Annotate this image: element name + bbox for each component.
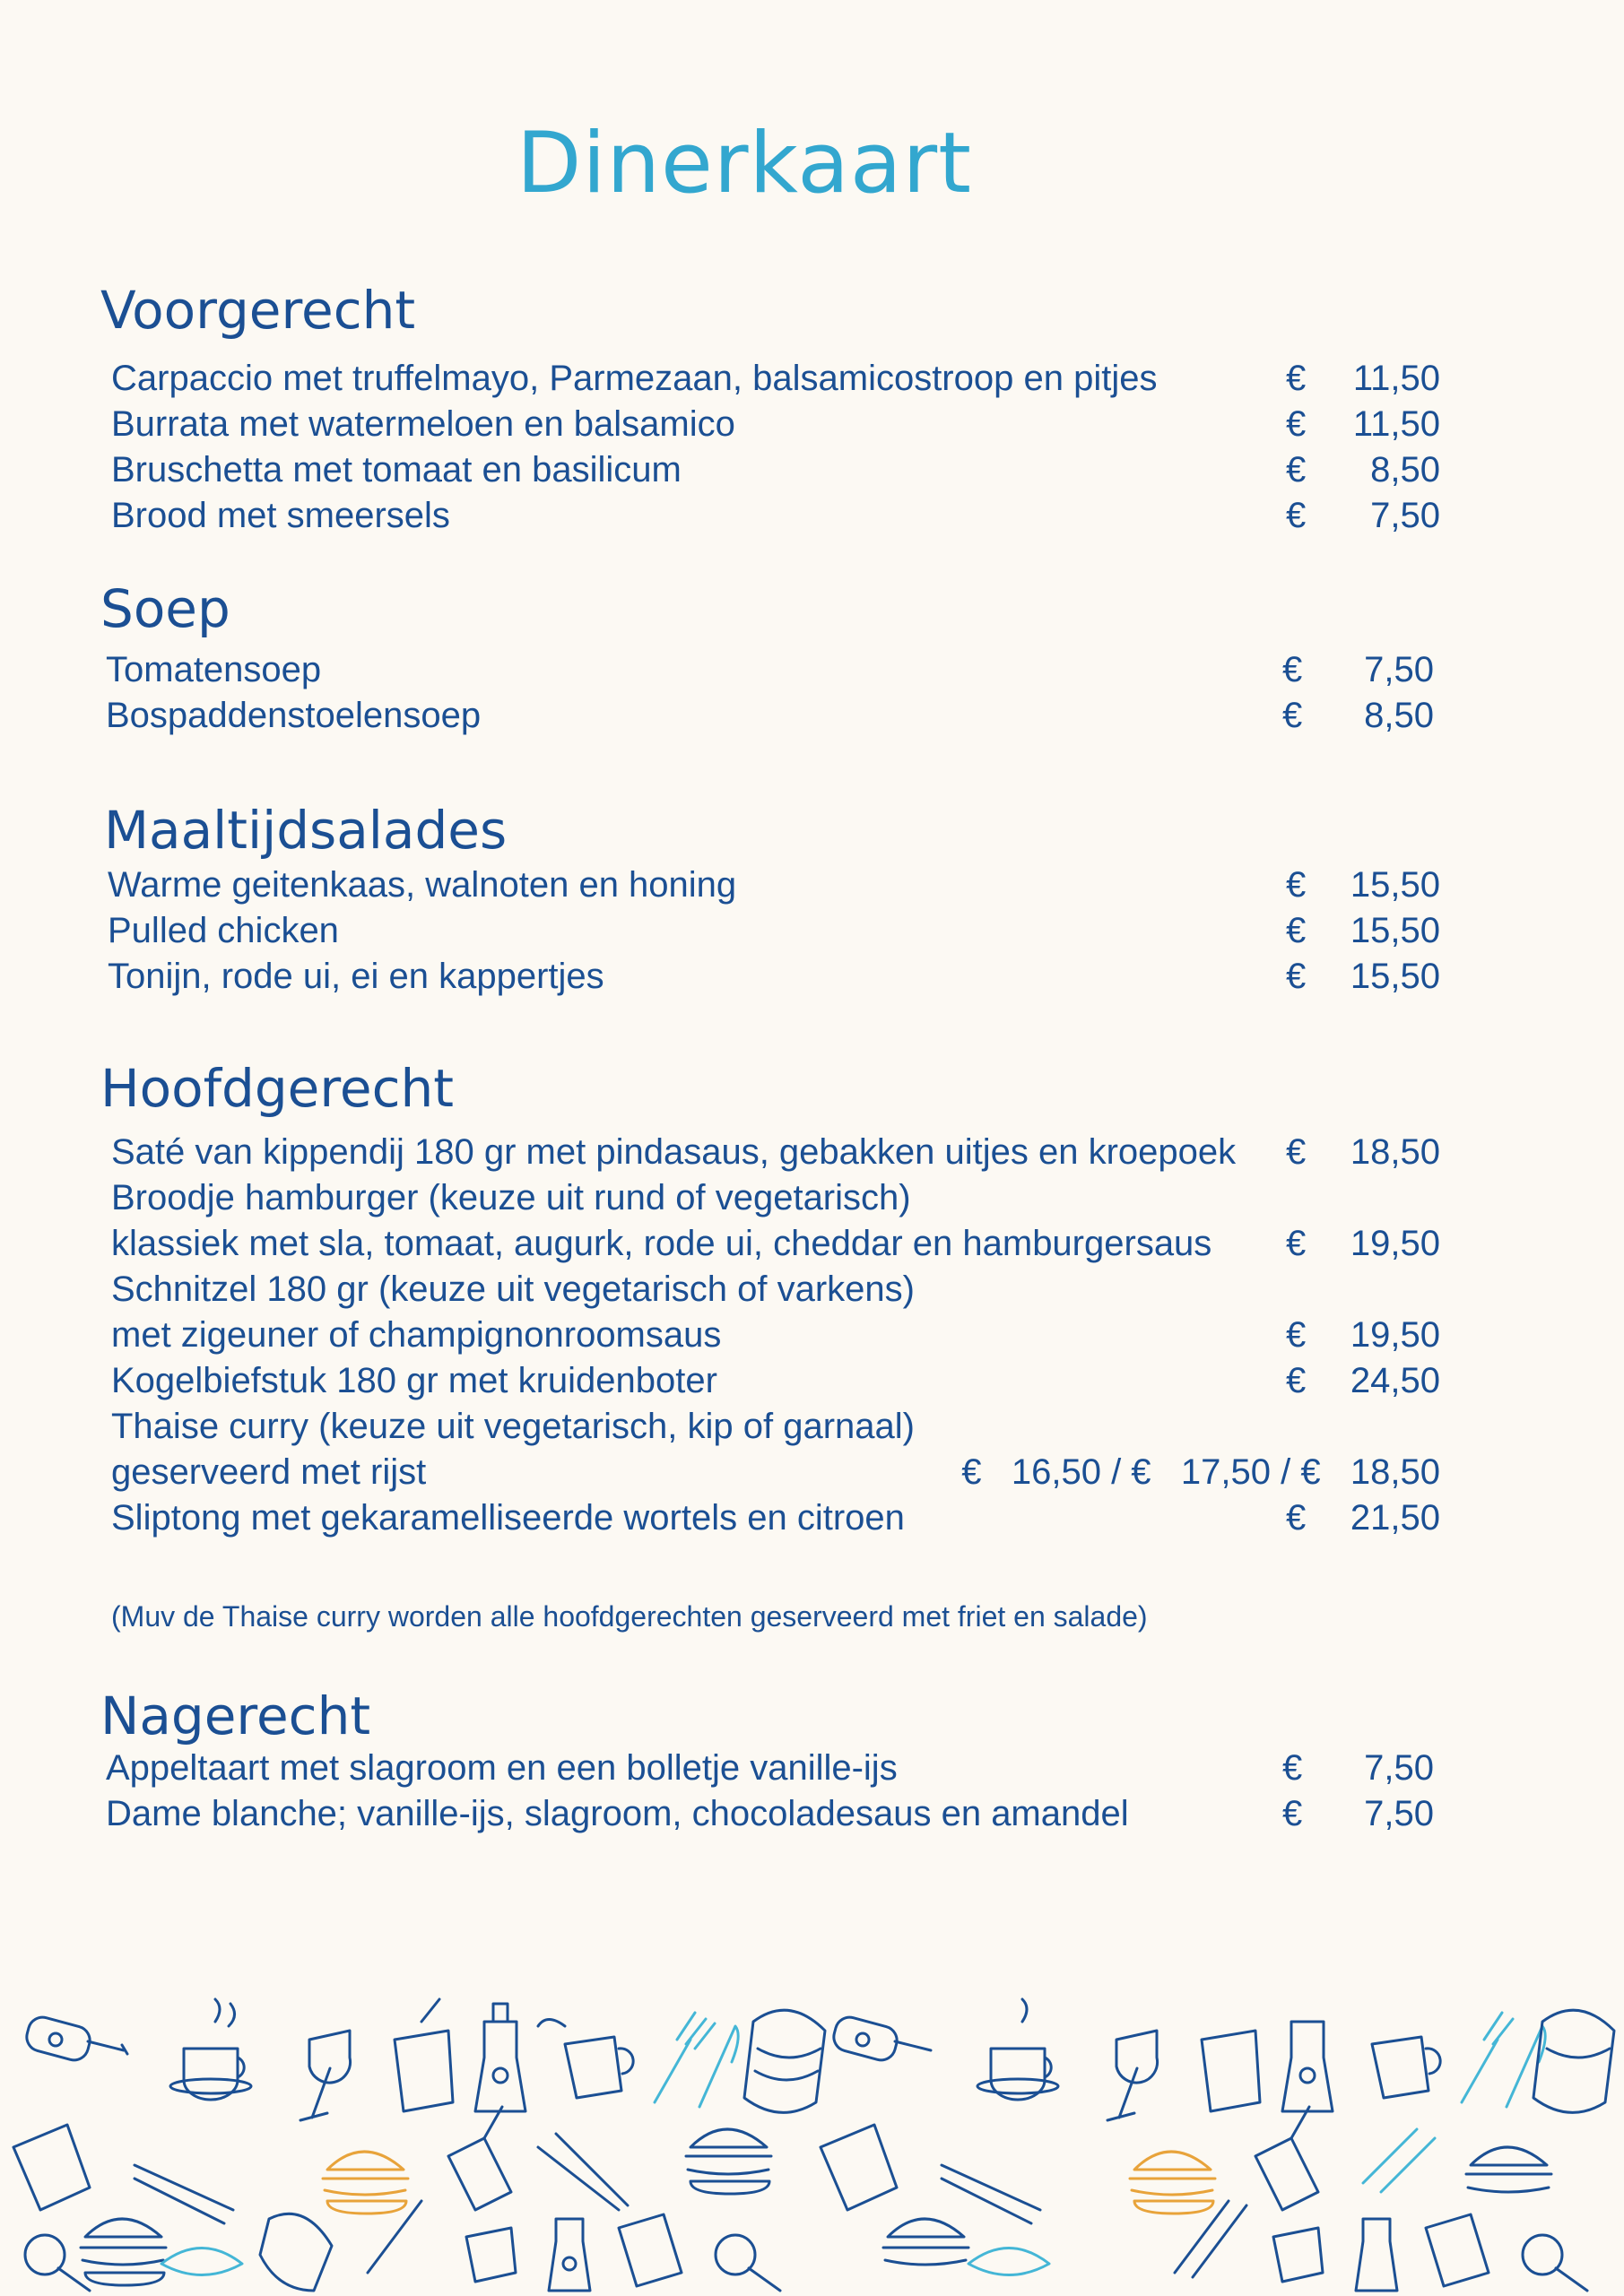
item-name: Bruschetta met tomaat en basilicum bbox=[111, 450, 682, 490]
item-name: klassiek met sla, tomaat, augurk, rode ui, cheddar en hamburgersaus bbox=[111, 1224, 1212, 1263]
currency-symbol: € bbox=[1286, 1132, 1307, 1172]
burger-icon bbox=[883, 2219, 968, 2265]
menu-item bbox=[0, 1178, 1624, 1223]
fork-knife-icon bbox=[942, 2165, 1040, 2223]
item-price: 15,50 bbox=[1350, 911, 1440, 950]
burger-icon bbox=[81, 2219, 166, 2285]
food-doodle-border bbox=[0, 1986, 1624, 2296]
burger-icon bbox=[1466, 2147, 1551, 2192]
wine-glass-icon bbox=[716, 2235, 780, 2291]
currency-symbol: € bbox=[1282, 696, 1303, 735]
item-price: 15,50 bbox=[1350, 865, 1440, 905]
sandwich-icon bbox=[968, 2248, 1049, 2275]
bottle-icon bbox=[549, 2219, 590, 2291]
item-name: Warme geitenkaas, walnoten en honing bbox=[108, 865, 737, 905]
item-price: 11,50 bbox=[1352, 359, 1440, 398]
item-name: Pulled chicken bbox=[108, 911, 339, 950]
item-name: Appeltaart met slagroom en een bolletje vanille-ijs bbox=[106, 1748, 898, 1788]
item-name: Saté van kippendij 180 gr met pindasaus, gebakken uitjes en kroepoek bbox=[111, 1132, 1237, 1172]
item-name: Schnitzel 180 gr (keuze uit vegetarisch of varkens) bbox=[111, 1269, 915, 1309]
currency-symbol: € bbox=[1286, 1315, 1307, 1355]
menu-item bbox=[0, 1361, 1624, 1406]
currency-symbol: € bbox=[1282, 650, 1303, 689]
bottle-icon bbox=[23, 2014, 127, 2064]
item-price: 24,50 bbox=[1350, 1361, 1440, 1400]
glass-icon bbox=[395, 1999, 453, 2111]
fork-knife-icon bbox=[135, 2165, 233, 2223]
item-price: 7,50 bbox=[1364, 1748, 1434, 1788]
item-price: 15,50 bbox=[1350, 957, 1440, 996]
section-heading-soep: Soep bbox=[100, 578, 230, 639]
burger-icon bbox=[1130, 2152, 1215, 2214]
item-price: 19,50 bbox=[1350, 1224, 1440, 1263]
item-name: Carpaccio met truffelmayo, Parmezaan, balsamicostroop en pitjes bbox=[111, 359, 1158, 398]
currency-symbol: € bbox=[1286, 496, 1307, 535]
wine-glass-icon bbox=[1523, 2235, 1587, 2291]
item-price: 8,50 bbox=[1370, 450, 1440, 490]
glass-icon bbox=[821, 2125, 897, 2210]
item-price: 11,50 bbox=[1352, 404, 1440, 444]
wine-glass-icon bbox=[300, 2031, 351, 2120]
currency-symbol: € bbox=[1282, 1794, 1303, 1833]
bottle-icon bbox=[475, 2004, 525, 2111]
menu-item bbox=[0, 696, 1624, 741]
currency-symbol: € bbox=[1286, 911, 1307, 950]
item-price: 7,50 bbox=[1364, 650, 1434, 689]
burger-icon bbox=[744, 2010, 825, 2112]
menu-item bbox=[0, 650, 1624, 695]
item-price: 7,50 bbox=[1370, 496, 1440, 535]
burger-icon bbox=[1533, 2010, 1614, 2112]
item-name: Burrata met watermeloen en balsamico bbox=[111, 404, 735, 444]
section-heading-nagerecht: Nagerecht bbox=[100, 1685, 371, 1746]
section-heading-hoofdgerecht: Hoofdgerecht bbox=[100, 1058, 454, 1119]
item-price: 18,50 bbox=[1350, 1132, 1440, 1172]
currency-symbol: € bbox=[1286, 1224, 1307, 1263]
burger-icon bbox=[323, 2152, 408, 2214]
currency-symbol: € bbox=[1282, 1748, 1303, 1788]
item-name: Broodje hamburger (keuze uit rund of vegetarisch) bbox=[111, 1178, 911, 1217]
menu-item bbox=[0, 1407, 1624, 1451]
item-name: Dame blanche; vanille-ijs, slagroom, chocoladesaus en amandel bbox=[106, 1794, 1129, 1833]
item-name: Tonijn, rode ui, ei en kappertjes bbox=[108, 957, 604, 996]
menu-item bbox=[0, 865, 1624, 910]
menu-item bbox=[0, 359, 1624, 403]
mug-icon bbox=[538, 2020, 633, 2099]
menu-item bbox=[0, 1315, 1624, 1360]
sandwich-icon bbox=[161, 2248, 242, 2275]
item-price: 19,50 bbox=[1350, 1315, 1440, 1355]
currency-symbol: € bbox=[1286, 404, 1307, 444]
menu-item bbox=[0, 1224, 1624, 1269]
bottle-icon bbox=[1282, 2022, 1333, 2111]
section-heading-voorgerecht: Voorgerecht bbox=[100, 280, 416, 341]
coffee-cup-icon bbox=[977, 1999, 1058, 2100]
menu-item bbox=[0, 957, 1624, 1001]
item-price: 7,50 bbox=[1364, 1794, 1434, 1833]
item-name: Tomatensoep bbox=[106, 650, 322, 689]
currency-symbol: € bbox=[1286, 957, 1307, 996]
menu-item bbox=[0, 1452, 1624, 1497]
currency-symbol: € bbox=[1286, 450, 1307, 490]
item-price: 21,50 bbox=[1350, 1498, 1440, 1538]
mug-icon bbox=[1372, 2037, 1440, 2098]
currency-symbol: € bbox=[1286, 865, 1307, 905]
wine-bottle-icon bbox=[448, 2107, 511, 2210]
menu-item bbox=[0, 450, 1624, 495]
glass-icon bbox=[1202, 2031, 1260, 2111]
item-name: Bospaddenstoelensoep bbox=[106, 696, 482, 735]
burger-icon bbox=[686, 2129, 771, 2194]
currency-symbol: € bbox=[1286, 359, 1307, 398]
item-price: 8,50 bbox=[1364, 696, 1434, 735]
glass-icon bbox=[13, 2125, 90, 2210]
menu-item bbox=[0, 911, 1624, 956]
bottle-icon bbox=[1356, 2219, 1397, 2291]
item-price-options: € 16,50 / € 17,50 / € 18,50 bbox=[961, 1452, 1440, 1492]
burger-icon bbox=[260, 2214, 332, 2291]
item-name: Kogelbiefstuk 180 gr met kruidenboter bbox=[111, 1361, 717, 1400]
menu-item bbox=[0, 1132, 1624, 1177]
coffee-cup-icon bbox=[170, 1999, 251, 2100]
cup-icon bbox=[466, 2228, 516, 2282]
fork-knife-icon bbox=[1363, 2129, 1435, 2192]
wine-bottle-icon bbox=[1255, 2107, 1318, 2210]
item-name: geserveerd met rijst bbox=[111, 1452, 427, 1492]
item-name: Brood met smeersels bbox=[111, 496, 450, 535]
menu-item bbox=[0, 1794, 1624, 1839]
menu-item bbox=[0, 1498, 1624, 1543]
glass-icon bbox=[619, 2214, 682, 2286]
fork-knife-icon bbox=[655, 2013, 738, 2107]
wine-glass-icon bbox=[25, 2235, 90, 2291]
menu-item bbox=[0, 404, 1624, 449]
page-title: Dinerkaart bbox=[516, 115, 973, 212]
menu-item bbox=[0, 496, 1624, 541]
item-name: met zigeuner of champignonroomsaus bbox=[111, 1315, 722, 1355]
cup-icon bbox=[1273, 2228, 1323, 2282]
glass-icon bbox=[1426, 2214, 1489, 2286]
item-name: Sliptong met gekaramelliseerde wortels en citroen bbox=[111, 1498, 905, 1538]
currency-symbol: € bbox=[1286, 1361, 1307, 1400]
cutlery-icon bbox=[538, 2134, 628, 2210]
currency-symbol: € bbox=[1286, 1498, 1307, 1538]
item-name: Thaise curry (keuze uit vegetarisch, kip of garnaal) bbox=[111, 1407, 915, 1446]
menu-item bbox=[0, 1748, 1624, 1793]
menu-item bbox=[0, 1269, 1624, 1314]
hoofdgerecht-note: (Muv de Thaise curry worden alle hoofdgerechten geserveerd met friet en salade) bbox=[111, 1600, 1148, 1633]
bottle-icon bbox=[830, 2014, 931, 2064]
wine-glass-icon bbox=[1107, 2031, 1158, 2120]
section-heading-maaltijdsalades: Maaltijdsalades bbox=[104, 800, 508, 861]
